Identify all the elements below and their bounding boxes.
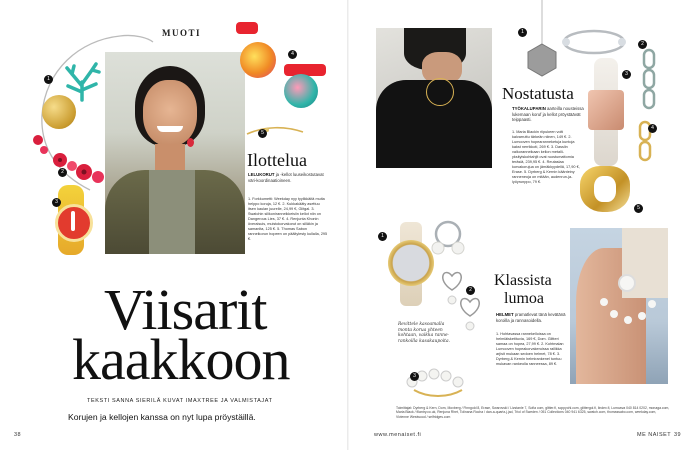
ilottelua-intro-text: ja -kellot luuseikostutavat väri-koordinaatioineen. <box>248 172 324 183</box>
ilottelua-body: 1. Forkkumetti: Weekday nyy tyylikkäitä muita helppo koruja, 12 €. 2. Kukkakääty asettuu itsen kaulan juurelle, 24,99 €, Glitgal. 3. Swatchin silikoniranneikkeisiin kellot niin on Dangerous Lies, 37 €. 4. Renjunta Khonin överaisuis, muistokorvakorut on silläkin ja samanlta, 125 €. 5. Thomas Sabon ranneikorun hopeen on päältylesty kullalla, 295 €. <box>248 197 328 241</box>
pearl-earring-photo <box>570 228 668 384</box>
ilottelua-intro <box>248 172 328 183</box>
ilottelua-heading: Ilottelua <box>247 150 307 170</box>
klassista-intro-bold: HELMET <box>496 312 514 317</box>
nostatusta-heading: Nostatusta <box>502 84 574 103</box>
handwritten-note: Revittele kasoamalla monta korua yhteen kohtaan, vaikka ranne-rankoilla kasakaupoita. <box>398 322 450 344</box>
thin-bracelet-illustration <box>245 120 305 144</box>
item-number-badge: 3 <box>410 372 419 381</box>
hex-pendant-illustration <box>524 0 560 80</box>
model-photo <box>105 52 245 254</box>
title-line-2: kaakkoon <box>72 327 290 392</box>
article-lead: Korujen ja kellojen kanssa on nyt lupa pröystäillä. <box>68 412 256 422</box>
nostatusta-intro <box>512 106 584 123</box>
klassista-heading-line-2: lumoa <box>504 290 544 307</box>
nostatusta-intro-text: aarteilla nousteissa lukemaan koruf ja kellot pröystäävät teippaasti. <box>512 106 584 123</box>
item-number-badge: 5 <box>634 204 643 213</box>
item-number-badge: 1 <box>518 28 527 37</box>
black-jacket-photo <box>376 28 492 168</box>
pearl-bracelet-illustration <box>404 362 472 402</box>
klassista-body: 1. Hohtavassa rannekelloissa on helmiäisketituvia, 169 €, Dom. Glitteri samaa on hopea, 27,99 €. 2. Kohtmalan Lumooven hopeakorvakeruissa railikka arjisit mukaan sedoen helmet, 78 €. 3. Dyrberg & Kernin helmirankenel tuntuu mukavan rankeolla ranneessa, 89 €. <box>496 332 564 366</box>
item-number-badge: 3 <box>622 70 631 79</box>
chain-earrings-illustration <box>636 40 666 170</box>
item-number-badge: 4 <box>288 50 297 59</box>
nostatusta-intro-bold: TYÖKALUPARIN <box>512 106 546 111</box>
silver-bangle-illustration <box>560 24 628 58</box>
gold-disc-illustration <box>42 95 76 129</box>
klassista-heading-line-1: Klassista <box>494 272 552 289</box>
page-number-right: 39 <box>674 432 682 438</box>
coral-pendant-illustration <box>62 62 102 102</box>
item-number-badge: 1 <box>44 75 53 84</box>
item-number-badge: 5 <box>258 129 267 138</box>
article-credits: TEKSTI SANNA SIERILÄ KUVAT IMAXTREE JA VALMISTAJAT <box>87 398 273 404</box>
item-number-badge: 2 <box>466 286 475 295</box>
title-line-1: Viisarit <box>104 277 267 342</box>
footer-url: www.menaiset.fi <box>374 432 422 438</box>
klassista-intro <box>496 312 568 323</box>
item-number-badge: 3 <box>52 198 61 207</box>
earring-ball-illustration <box>240 42 276 78</box>
nostatusta-body: 1. Maria Blackin riipukeen voiti kalvarruttu tärkeän niinen, 149 €. 2. Lumooven hopearanneketuja kuntoja kakst nerrikkoti, 269 €. 3. Dasslin valkoranneikaan kellon metalli-yksityiskohtahjit ovat ruostumattomia teräsiä, 239,95 €. 4. Reutaslaa korvakorujua on jämäkkyydellä, 17,90 €, Erase. 5. Dyrberg & Kernin käänteiny ranneneoja on mitään, audenrun-ja-lyöyrunppo, 79 €. <box>512 130 580 184</box>
item-number-badge: 4 <box>648 124 657 133</box>
footer-brand: ME NAISET <box>637 432 672 438</box>
rose-watch-face-illustration <box>588 90 624 130</box>
page-gutter <box>347 0 349 450</box>
gold-cuff-illustration <box>580 166 630 212</box>
item-number-badge: 2 <box>58 168 67 177</box>
klassista-heading <box>494 272 552 308</box>
klassista-intro-text: pramatlevat tänä kevätänä koroilla ja rannasoidella. <box>496 312 566 323</box>
pearl-ring-illustration <box>430 218 470 258</box>
page-number-left: 38 <box>14 432 22 438</box>
red-bow-illustration <box>236 22 258 34</box>
watch-face-illustration <box>55 204 93 242</box>
earring-ball-illustration-2 <box>284 74 318 108</box>
section-label: MUOTI <box>162 28 201 38</box>
item-number-badge: 2 <box>638 40 647 49</box>
item-number-badge: 1 <box>378 232 387 241</box>
suppliers-list: Toimittajat: Dyrberg & Kern, Dom, Moxberg / Finngold 8, Erase, Swarovski / Lizstanle 7, Sofia com, glitter.fi, scppyohl.com, glittergol.fi, lindex.fi, Lumoava 040 814 0202, monaga.com, Maria Black / filantry.co.uk, Renjuna Rhet, Tolinana Rocha / dan-a-quartz-j.jad, Triol of Sweden / 051 Collections 040 941 6325, swatch.com, thomassabo.com, weekday.com, Vivienne Westwood / selfridges.com <box>396 406 670 419</box>
ilottelua-intro-bold: LELUKORUT <box>248 172 275 177</box>
gold-watch-face-illustration <box>388 240 434 286</box>
